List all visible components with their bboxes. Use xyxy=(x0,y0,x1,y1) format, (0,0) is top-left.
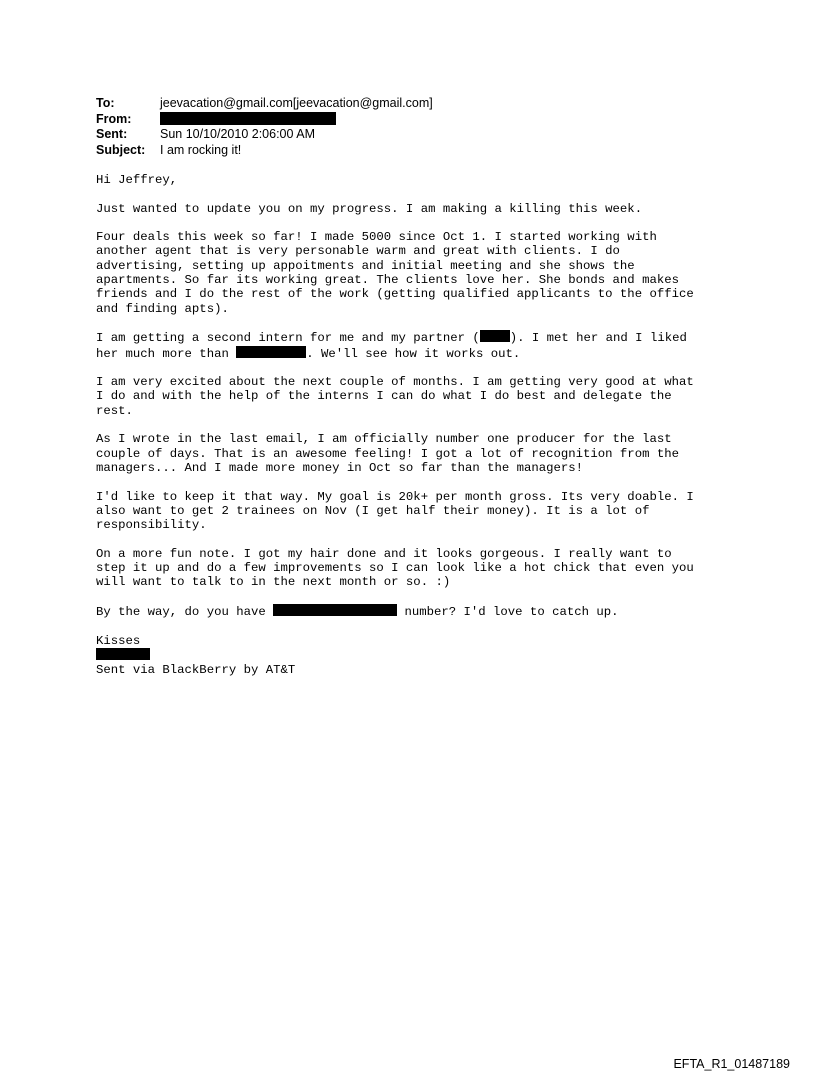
from-redaction xyxy=(160,112,336,125)
paragraph-1: Just wanted to update you on my progress. I am making a killing this week. xyxy=(96,201,643,216)
paragraph-5-line: As I wrote in the last email, I am officially number one producer for the last xyxy=(96,432,672,447)
paragraph-6 xyxy=(96,490,756,533)
signoff-block xyxy=(96,634,756,678)
paragraph-3 xyxy=(96,330,756,361)
paragraph-3-text-d: . We'll see how it works out. xyxy=(306,346,521,361)
paragraph-2-line: another agent that is very personable warm and great with clients. I do xyxy=(96,244,620,259)
device-signature: Sent via BlackBerry by AT&T xyxy=(96,663,296,678)
paragraph-3-text-c: her much more than xyxy=(96,346,237,361)
partner-redaction xyxy=(480,330,510,342)
signature-redaction xyxy=(96,648,150,660)
paragraph-7-line: will want to talk to in the next month or so. :) xyxy=(96,575,451,590)
paragraph-5 xyxy=(96,432,756,475)
paragraph-6-line: also want to get 2 trainees on Nov (I get half their money). It is a lot of xyxy=(96,503,650,518)
paragraph-7-line: On a more fun note. I got my hair done and it looks gorgeous. I really want to xyxy=(96,546,672,561)
paragraph-8-text-b: number? I'd love to catch up. xyxy=(397,604,619,619)
subject-value: I am rocking it! xyxy=(160,142,242,157)
sent-value: Sun 10/10/2010 2:06:00 AM xyxy=(160,127,315,141)
paragraph-8 xyxy=(96,604,756,619)
paragraph-3-line-2 xyxy=(96,346,756,361)
signature-name-line xyxy=(96,648,756,663)
paragraph-5-line: couple of days. That is an awesome feeling! I got a lot of recognition from the xyxy=(96,446,679,461)
paragraph-2-line: Four deals this week so far! I made 5000 since Oct 1. I started working with xyxy=(96,230,657,245)
subject-row xyxy=(96,143,433,159)
paragraph-7-line: step it up and do a few improvements so I can look like a hot chick that even you xyxy=(96,561,694,576)
paragraph-4-line: rest. xyxy=(96,403,133,418)
paragraph-2-line: advertising, setting up appoitments and initial meeting and she shows the xyxy=(96,258,635,273)
email-header xyxy=(96,96,433,158)
paragraph-4 xyxy=(96,375,756,418)
subject-label: Subject: xyxy=(96,142,146,157)
signoff: Kisses xyxy=(96,633,141,648)
contact-redaction xyxy=(273,604,397,616)
paragraph-5-line: managers... And I made more money in Oct so far than the managers! xyxy=(96,460,584,475)
to-value: jeevacation@gmail.com[jeevacation@gmail.com] xyxy=(160,96,433,110)
paragraph-2-line: and finding apts). xyxy=(96,301,229,316)
from-label: From: xyxy=(96,111,132,126)
to-row xyxy=(96,96,433,112)
paragraph-4-line: I am very excited about the next couple of months. I am getting very good at what xyxy=(96,375,694,390)
to-label: To: xyxy=(96,96,115,110)
paragraph-2-line: apartments. So far its working great. The clients love her. She bonds and makes xyxy=(96,273,679,288)
paragraph-2 xyxy=(96,230,756,316)
intern-redaction xyxy=(236,346,306,358)
paragraph-7 xyxy=(96,547,756,590)
document-id: EFTA_R1_01487189 xyxy=(673,1057,790,1071)
paragraph-3-text-b: ). I met her and I liked xyxy=(509,331,687,346)
email-body xyxy=(96,173,756,692)
paragraph-3-text-a: I am getting a second intern for me and my partner ( xyxy=(96,331,480,346)
sent-row xyxy=(96,127,433,143)
paragraph-2-line: friends and I do the rest of the work (getting qualified applicants to the office xyxy=(96,287,694,302)
paragraph-6-line: responsibility. xyxy=(96,518,207,533)
from-row xyxy=(96,112,433,128)
greeting: Hi Jeffrey, xyxy=(96,173,178,187)
paragraph-6-line: I'd like to keep it that way. My goal is 20k+ per month gross. Its very doable. I xyxy=(96,489,694,504)
paragraph-4-line: I do and with the help of the interns I can do what I do best and delegate the xyxy=(96,389,672,404)
sent-label: Sent: xyxy=(96,127,128,141)
paragraph-8-text-a: By the way, do you have xyxy=(96,604,274,619)
paragraph-3-line-1 xyxy=(96,330,756,345)
